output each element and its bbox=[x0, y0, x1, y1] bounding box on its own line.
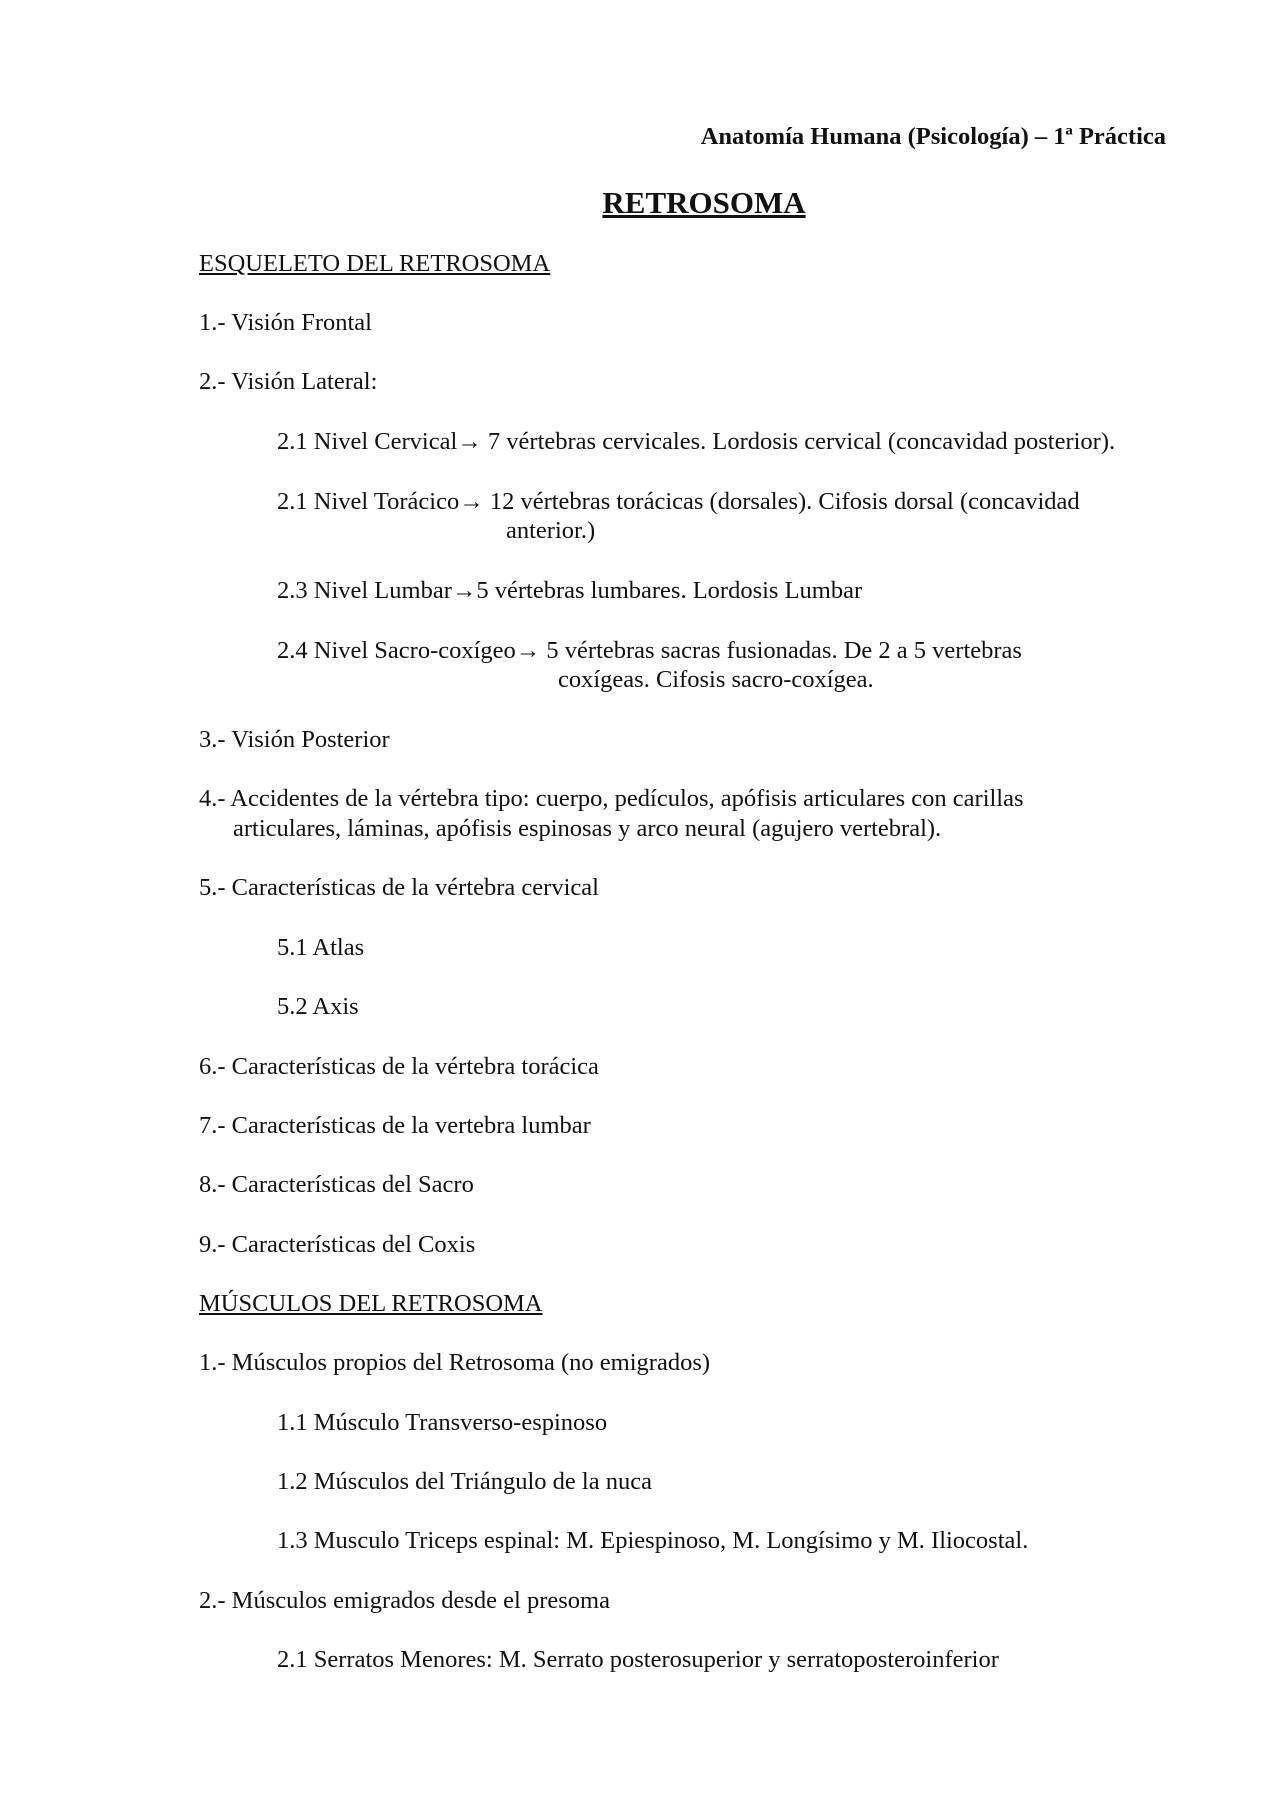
document-header: Anatomía Humana (Psicología) – 1ª Práctica bbox=[700, 123, 1166, 150]
list-item: 5.2 Axis bbox=[277, 993, 359, 1020]
list-item: 2.1 Serratos Menores: M. Serrato posterosuperior y serratoposteroinferior bbox=[277, 1646, 999, 1673]
list-item: 5.1 Atlas bbox=[277, 934, 365, 961]
list-item: 5.- Características de la vértebra cervical bbox=[199, 874, 599, 901]
list-item: 2.1 Nivel Torácico→ 12 vértebras torácicas (dorsales). Cifosis dorsal (concavidad bbox=[277, 488, 1080, 515]
list-item: 1.1 Músculo Transverso-espinoso bbox=[277, 1409, 608, 1436]
list-item: 2.- Visión Lateral: bbox=[199, 368, 378, 395]
list-item: 2.4 Nivel Sacro-coxígeo→ 5 vértebras sacras fusionadas. De 2 a 5 vertebras bbox=[277, 637, 1022, 664]
list-item: 2.- Músculos emigrados desde el presoma bbox=[199, 1587, 610, 1614]
page-title: RETROSOMA bbox=[602, 185, 806, 220]
list-item: 1.- Músculos propios del Retrosoma (no emigrados) bbox=[199, 1349, 711, 1376]
list-item: 6.- Características de la vértebra torácica bbox=[199, 1053, 599, 1080]
list-item: 7.- Características de la vertebra lumbar bbox=[199, 1112, 591, 1139]
list-item: 1.2 Músculos del Triángulo de la nuca bbox=[277, 1468, 652, 1495]
list-item-continuation: anterior.) bbox=[506, 517, 596, 544]
list-item-continuation: coxígeas. Cifosis sacro-coxígea. bbox=[558, 666, 874, 693]
list-item: 9.- Características del Coxis bbox=[199, 1231, 476, 1258]
list-item: 2.3 Nivel Lumbar→5 vértebras lumbares. Lordosis Lumbar bbox=[277, 577, 863, 604]
list-item: 1.3 Musculo Triceps espinal: M. Epiespinoso, M. Longísimo y M. Iliocostal. bbox=[277, 1527, 1029, 1554]
section-heading-muscles: MÚSCULOS DEL RETROSOMA bbox=[199, 1290, 543, 1317]
section-heading-skeleton: ESQUELETO DEL RETROSOMA bbox=[199, 250, 551, 277]
list-item-continuation: articulares, láminas, apófisis espinosas y arco neural (agujero vertebral). bbox=[233, 815, 942, 842]
list-item: 4.- Accidentes de la vértebra tipo: cuerpo, pedículos, apófisis articulares con carillas bbox=[199, 785, 1024, 812]
list-item: 8.- Características del Sacro bbox=[199, 1171, 474, 1198]
list-item: 3.- Visión Posterior bbox=[199, 726, 390, 753]
list-item: 2.1 Nivel Cervical→ 7 vértebras cervicales. Lordosis cervical (concavidad posterior). bbox=[277, 428, 1116, 455]
list-item: 1.- Visión Frontal bbox=[199, 309, 372, 336]
